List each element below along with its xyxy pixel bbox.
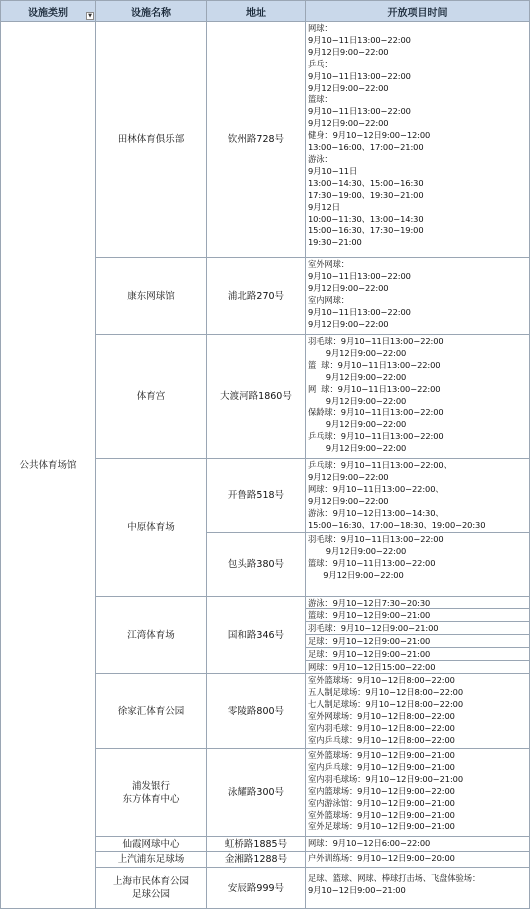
address-cell [207,335,306,459]
header-hours-label: 开放项目时间 [387,7,448,19]
category-cell [0,22,96,909]
hours-cell: 足球、篮球、网球、棒球打击场、飞盘体验场： 9月10−12日9:00−21:00 [306,868,530,909]
address-cell [207,533,306,597]
facility-name-cell [96,335,207,459]
hours-line: 足球：9月10−12日9:00−21:00 [306,648,530,661]
address: 泳耀路300号 [227,787,285,798]
address-cell [207,749,306,837]
header-name-label: 设施名称 [131,7,171,19]
address-cell [207,674,306,749]
header-category[interactable] [0,0,96,22]
facility-name: 上汽浦东足球场 [117,854,185,865]
filter-dropdown-icon[interactable]: ▼ [86,12,94,20]
hours-cell: 羽毛球：9月10−11日13:00−22:00 9月12日9:00−22:00 篮球：9月10−11日13:00−22:00 9月12日9:00−22:00 [306,533,530,597]
address: 包头路380号 [227,559,285,570]
facility-name-cell [96,868,207,909]
header-hours [306,0,530,22]
facility-name: 上海市民体育公园 足球公园 [112,876,189,900]
address-cell [207,852,306,868]
header-address-label: 地址 [246,7,266,19]
address: 金湘路1288号 [224,854,288,865]
facility-name-cell [96,852,207,868]
facility-name: 田林体育俱乐部 [117,134,185,145]
facility-name: 康东网球馆 [127,290,175,302]
hours-line: 网球：9月10−12日15:00−22:00 [306,661,530,674]
address-cell [207,459,306,533]
address: 浦北路270号 [227,290,285,302]
address-cell [207,868,306,909]
facility-name-cell [96,459,207,597]
facility-name: 江湾体育场 [127,629,175,641]
address: 虹桥路1885号 [224,838,288,850]
facility-name: 徐家汇体育公园 [117,705,185,717]
hours-cell: 室外篮球场：9月10−12日9:00−21:00 室内乒乓球：9月10−12日9:00−21:00 室内羽毛球场：9月10−12日9:00−21:00 室内篮球场：9月10−12日9:00−22:00 室内游泳馆：9月10−12日9:00−21:00 室外篮球场：9月10−12日9:00−21:00 室外足球场：9月10−12日9:00−21:00 [306,749,530,837]
facility-name-cell [96,22,207,258]
hours-line: 足球：9月10−12日9:00−21:00 [306,635,530,648]
address: 钦州路728号 [227,134,285,145]
hours-line: 游泳：9月10−12日7:30−20:30 [306,597,530,609]
hours-cell: 网球： 9月10−11日13:00−22:00 9月12日9:00−22:00 乒乓： 9月10−11日13:00−22:00 9月12日9:00−22:00 篮球： 9月10−11日13:00−22:00 9月12日9:00−22:00 健身：9月10−12日9:00−12:00 13:00−16:00、17:00−21:00 游泳： 9月10−11日 13:00−14:30、15:00−16:30 17:30−19:00、19:30−21:00 9月12日 10:00−11:30、13:00−14:30 15:00−16:30、17:30−19:00 19:30−21:00 [306,22,530,258]
address-cell [207,22,306,258]
hours-line: 篮球：9月10−12日9:00−21:00 [306,609,530,622]
facility-name: 浦发银行 东方体育中心 [122,780,180,805]
hours-cell: 室外篮球场：9月10−12日8:00−22:00 五人制足球场：9月10−12日8:00−22:00 七人制足球场：9月10−12日8:00−22:00 室外网球场：9月10−12日8:00−22:00 室内羽毛球：9月10−12日8:00−22:00 室内乒乓球：9月10−12日8:00−22:00 [306,674,530,749]
facility-name-cell [96,837,207,852]
hours-cell: 室外网球： 9月10−11日13:00−22:00 9月12日9:00−22:00 室内网球： 9月10−11日13:00−22:00 9月12日9:00−22:00 [306,258,530,335]
address: 开鲁路518号 [227,490,285,501]
category-label: 公共体育场馆 [19,459,77,471]
address: 安辰路999号 [227,882,285,894]
address: 国和路346号 [227,629,285,641]
facility-name-cell [96,597,207,674]
hours-cell: 乒乓球：9月10−11日13:00−22:00、 9月12日9:00−22:00 网球：9月10−11日13:00−22:00、 9月12日9:00−22:00 游泳：9月10−12日13:00−14:30、 15:00−16:30、17:00−18:30、19:00−20:30 [306,459,530,533]
address-cell [207,597,306,674]
header-name [96,0,207,22]
address-cell [207,258,306,335]
facility-name-cell [96,258,207,335]
hours-cell: 羽毛球：9月10−11日13:00−22:00 9月12日9:00−22:00 篮 球：9月10−11日13:00−22:00 9月12日9:00−22:00 网 球：9月10−11日13:00−22:00 9月12日9:00−22:00 保龄球：9月10−11日13:00−22:00 9月12日9:00−22:00 乒乓球：9月10−11日13:00−22:00 9月12日9:00−22:00 [306,335,530,459]
facility-name: 仙霞网球中心 [122,838,180,850]
hours-cell: 网球：9月10−12日6:00−22:00 [306,837,530,852]
facility-name-cell [96,749,207,837]
facility-name-cell [96,674,207,749]
hours-line: 羽毛球：9月10−12日9:00−21:00 [306,622,530,635]
facility-name: 体育宫 [136,391,166,402]
facility-name: 中原体育场 [127,522,175,533]
hours-cell: 户外训练场：9月10−12日9:00−20:00 [306,852,530,868]
address: 大渡河路1860号 [220,391,292,402]
address: 零陵路800号 [227,705,285,717]
header-address [207,0,306,22]
address-cell [207,837,306,852]
header-category-label: 设施类别 [28,7,68,19]
